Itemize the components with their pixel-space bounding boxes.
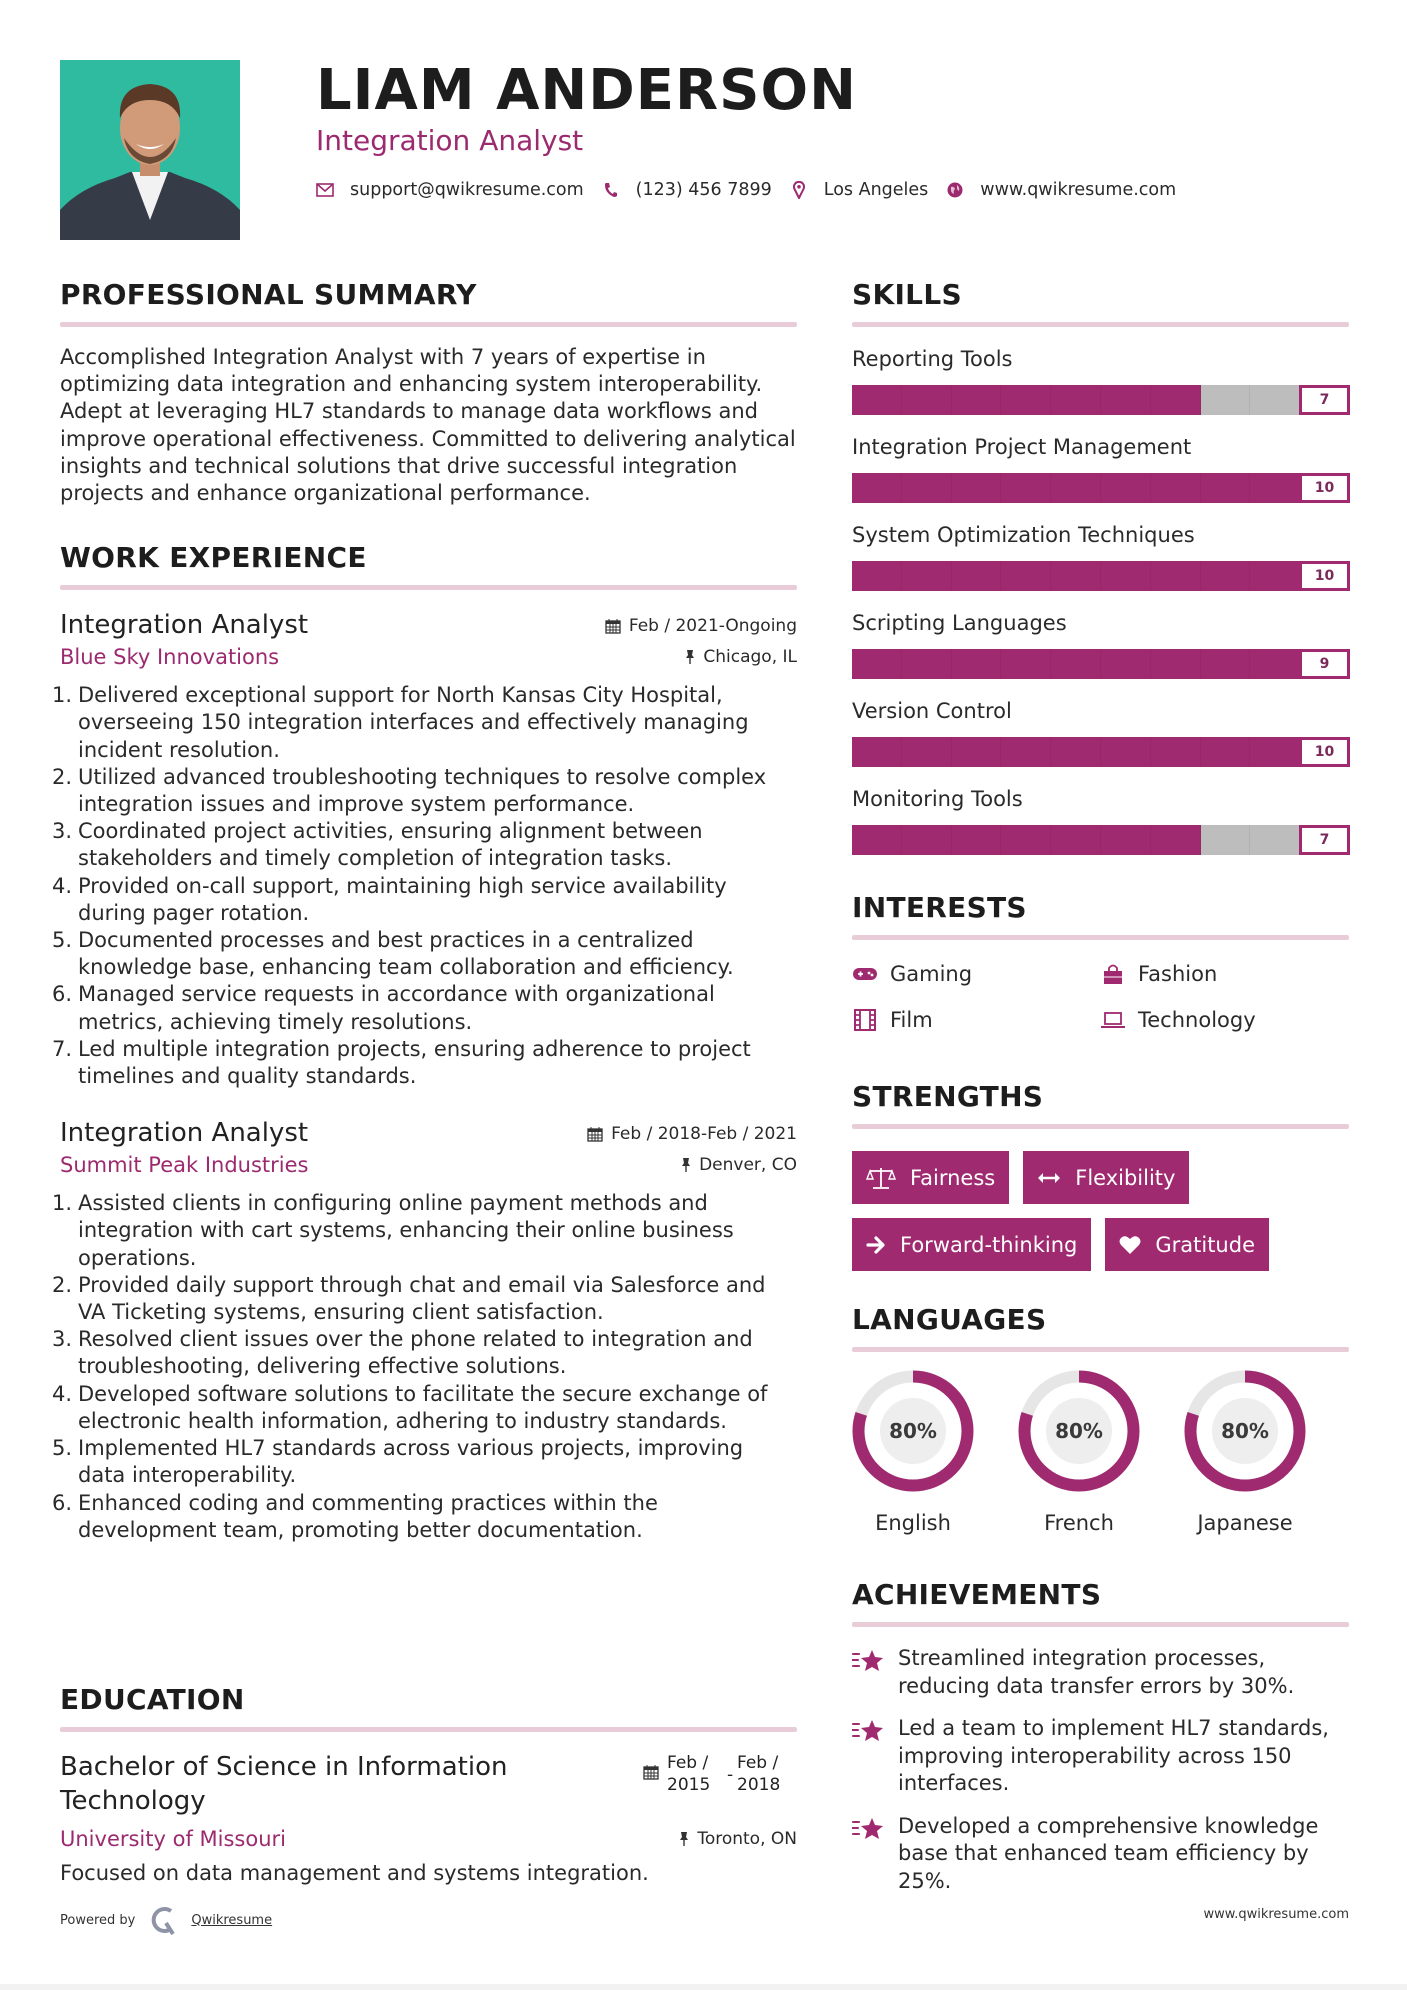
skill-rating-bar [852, 473, 1350, 503]
job-location: Chicago, IL [703, 647, 797, 668]
footer-website[interactable]: www.qwikresume.com [1203, 1907, 1349, 1922]
skill-rating-bar [852, 825, 1350, 855]
job-bullet: 2. Provided daily support through chat and email via Salesforce and VA Ticketing systems, ensuring client satisfaction. [52, 1272, 766, 1325]
language-percent: 80% [1055, 1419, 1103, 1443]
calendar-icon [605, 618, 621, 634]
skill-rating-bar [852, 561, 1350, 591]
skills-heading: SKILLS [852, 278, 962, 311]
skill-item [852, 521, 1349, 591]
languages-section [852, 1303, 1349, 1536]
achievement-item [852, 1715, 1349, 1798]
film-icon [852, 1009, 878, 1031]
contact-email[interactable] [316, 180, 584, 200]
languages-heading: LANGUAGES [852, 1303, 1047, 1336]
language-name: Japanese [1197, 1511, 1293, 1535]
contact-row [316, 180, 1176, 200]
achievement-text: Developed a comprehensive knowledge base that enhanced team efficiency by 25%. [898, 1813, 1319, 1893]
date-separator: - [727, 1765, 734, 1785]
job-bullet: 1. Assisted clients in configuring online payment methods and integration with cart systems, enhancing their online business operations. [52, 1191, 734, 1270]
right-column [852, 278, 1349, 1910]
education-heading: EDUCATION [60, 1683, 245, 1716]
job-dates: Feb / 2018-Feb / 2021 [611, 1124, 797, 1145]
job-bullet: 6. Enhanced coding and commenting practices within the development team, promoting better documentation. [52, 1490, 658, 1542]
interest-item: Gaming [852, 958, 1100, 990]
language-progress-ring [1018, 1370, 1140, 1492]
skill-item [852, 785, 1349, 855]
job-bullet: 1. Delivered exceptional support for North Kansas City Hospital, overseeing 150 integration interfaces and effectively managing incident resolution. [52, 683, 749, 762]
skill-name: Scripting Languages [852, 611, 1067, 635]
skill-name: Monitoring Tools [852, 787, 1023, 811]
section-divider [60, 322, 797, 327]
candidate-name: LIAM ANDERSON [316, 58, 857, 123]
interest-item: Film [852, 1004, 1100, 1036]
arrow-right-icon [866, 1236, 886, 1254]
summary-heading: PROFESSIONAL SUMMARY [60, 278, 477, 311]
section-divider [852, 1622, 1349, 1627]
language-progress-ring [1184, 1370, 1306, 1492]
achievement-item [852, 1813, 1349, 1896]
shopping-bag-icon [1100, 963, 1126, 985]
candidate-title: Integration Analyst [316, 124, 584, 157]
left-column [52, 278, 797, 1885]
school-name: University of Missouri [60, 1827, 286, 1851]
job-company: Blue Sky Innovations [60, 645, 280, 670]
qwikresume-link[interactable]: Qwikresume [191, 1912, 273, 1928]
calendar-icon [587, 1126, 603, 1142]
skill-rating-bar [852, 385, 1350, 415]
language-name: French [1044, 1511, 1114, 1535]
calendar-icon [643, 1764, 659, 1796]
strength-chip: Gratitude [1105, 1218, 1269, 1271]
email-text: support@qwikresume.com [350, 180, 584, 200]
summary-section [60, 278, 797, 507]
skill-value-badge: 10 [1299, 737, 1350, 767]
arrows-horizontal-icon [1037, 1171, 1061, 1185]
job-bullet: 4. Provided on-call support, maintaining high service availability during pager rotation. [52, 873, 727, 925]
job-bullet: 6. Managed service requests in accordance with organizational metrics, achieving timely resolutions. [52, 982, 715, 1034]
job-company: Summit Peak Industries [60, 1153, 309, 1178]
contact-phone[interactable] [602, 180, 772, 200]
achievement-text: Led a team to implement HL7 standards, improving interoperability across 150 interfaces. [898, 1716, 1329, 1795]
location-text: Los Angeles [823, 180, 929, 200]
skill-value-badge: 10 [1299, 473, 1350, 503]
skill-value-badge: 10 [1299, 561, 1350, 591]
pushpin-icon [685, 649, 695, 665]
strengths-section [852, 1080, 1349, 1285]
language-progress-ring [852, 1370, 974, 1492]
education-section [60, 1683, 797, 1888]
languages-list [852, 1370, 1349, 1536]
language-percent: 80% [889, 1419, 937, 1443]
language-item [852, 1370, 974, 1536]
job-bullet: 3. Coordinated project activities, ensuring alignment between stakeholders and timely completion of integration tasks. [52, 819, 703, 871]
contact-website[interactable] [946, 180, 1176, 200]
job-bullet: 4. Developed software solutions to facilitate the secure exchange of electronic health information, adhering to industry standards. [52, 1381, 768, 1433]
summary-text: Accomplished Integration Analyst with 7 years of expertise in optimizing data integration and enhancing system interoperability. Adept at leveraging HL7 standards to manage data workflows and improve operational effectiveness. Committed to delivering analytical insights and technical solutions that drive successful integration projects and enhance organizational performance. [60, 345, 796, 506]
interest-item: Fashion [1100, 958, 1348, 990]
section-divider [60, 585, 797, 590]
job-entry [52, 608, 797, 1090]
school-location: Toronto, ON [697, 1829, 797, 1849]
qwikresume-logo-icon [151, 1905, 177, 1935]
education-note: Focused on data management and systems integration. [60, 1861, 649, 1885]
envelope-icon [316, 181, 334, 199]
laptop-icon [1100, 1009, 1126, 1031]
job-role: Integration Analyst [60, 1118, 309, 1149]
language-item [1018, 1370, 1140, 1536]
job-location: Denver, CO [699, 1155, 797, 1176]
achievements-heading: ACHIEVEMENTS [852, 1578, 1102, 1611]
shooting-star-icon [852, 1817, 886, 1896]
strength-chip: Forward-thinking [852, 1218, 1091, 1271]
pushpin-icon [681, 1157, 691, 1173]
degree-title: Bachelor of Science in Information Technology [60, 1752, 508, 1816]
language-percent: 80% [1221, 1419, 1269, 1443]
language-name: English [875, 1511, 951, 1535]
strength-chip: Fairness [852, 1151, 1009, 1204]
edu-start-date: Feb / 2015 [667, 1753, 711, 1795]
skill-value-badge: 9 [1299, 649, 1350, 679]
job-bullet: 3. Resolved client issues over the phone related to integration and troubleshooting, delivering effective solutions. [52, 1327, 753, 1379]
job-bullet: 5. Implemented HL7 standards across various projects, improving data interoperability. [52, 1436, 744, 1488]
job-bullet: 7. Led multiple integration projects, ensuring adherence to project timelines and quality standards. [52, 1036, 751, 1089]
language-item [1184, 1370, 1306, 1536]
profile-photo [60, 60, 240, 240]
job-role: Integration Analyst [60, 610, 309, 641]
skill-item [852, 433, 1349, 503]
heart-icon [1119, 1235, 1141, 1255]
gamepad-icon [852, 963, 878, 985]
shooting-star-icon [852, 1649, 886, 1700]
section-divider [852, 1124, 1349, 1129]
achievement-text: Streamlined integration processes, reducing data transfer errors by 30%. [898, 1646, 1295, 1698]
section-divider [852, 322, 1349, 327]
interests-section [852, 891, 1349, 1036]
globe-icon [946, 181, 964, 199]
skill-name: Integration Project Management [852, 435, 1192, 459]
pushpin-icon [679, 1831, 689, 1847]
skill-item [852, 345, 1349, 415]
achievements-list [852, 1645, 1349, 1895]
section-divider [852, 935, 1349, 940]
section-divider [852, 1347, 1349, 1352]
strengths-heading: STRENGTHS [852, 1080, 1044, 1113]
phone-text: (123) 456 7899 [635, 180, 772, 200]
skill-name: Reporting Tools [852, 347, 1013, 371]
shooting-star-icon [852, 1719, 886, 1798]
skills-list [852, 345, 1349, 855]
skill-rating-bar [852, 737, 1350, 767]
job-bullet: 5. Documented processes and best practices in a centralized knowledge base, enhancing team collaboration and efficiency. [52, 928, 734, 980]
skills-section [852, 278, 1349, 855]
strength-chip: Flexibility [1023, 1151, 1189, 1204]
contact-location [790, 180, 929, 200]
website-text: www.qwikresume.com [980, 180, 1177, 200]
powered-by-label: Powered by [60, 1912, 136, 1928]
map-pin-icon [790, 181, 808, 199]
skill-value-badge: 7 [1299, 385, 1350, 415]
skill-item [852, 609, 1349, 679]
skill-value-badge: 7 [1299, 825, 1350, 855]
interest-item: Technology [1100, 1004, 1348, 1036]
powered-by [60, 1905, 272, 1935]
skill-rating-bar [852, 649, 1350, 679]
job-entry [52, 1116, 797, 1544]
skill-item [852, 697, 1349, 767]
job-bullet: 2. Utilized advanced troubleshooting techniques to resolve complex integration issues and improve system performance. [52, 764, 767, 817]
skill-name: Version Control [852, 699, 1012, 723]
achievements-section [852, 1578, 1349, 1895]
experience-section [52, 541, 797, 1544]
phone-icon [602, 181, 620, 199]
job-dates: Feb / 2021-Ongoing [628, 616, 797, 637]
job-bullets [52, 1190, 797, 1544]
interests-heading: INTERESTS [852, 891, 1027, 924]
experience-heading: WORK EXPERIENCE [60, 541, 367, 575]
balance-scale-icon [866, 1167, 896, 1189]
section-divider [60, 1727, 797, 1732]
job-bullets [52, 682, 797, 1090]
skill-name: System Optimization Techniques [852, 523, 1195, 547]
page-bottom-edge [0, 1984, 1407, 1990]
edu-end-date: Feb / 2018 [737, 1753, 781, 1795]
achievement-item [852, 1645, 1349, 1700]
